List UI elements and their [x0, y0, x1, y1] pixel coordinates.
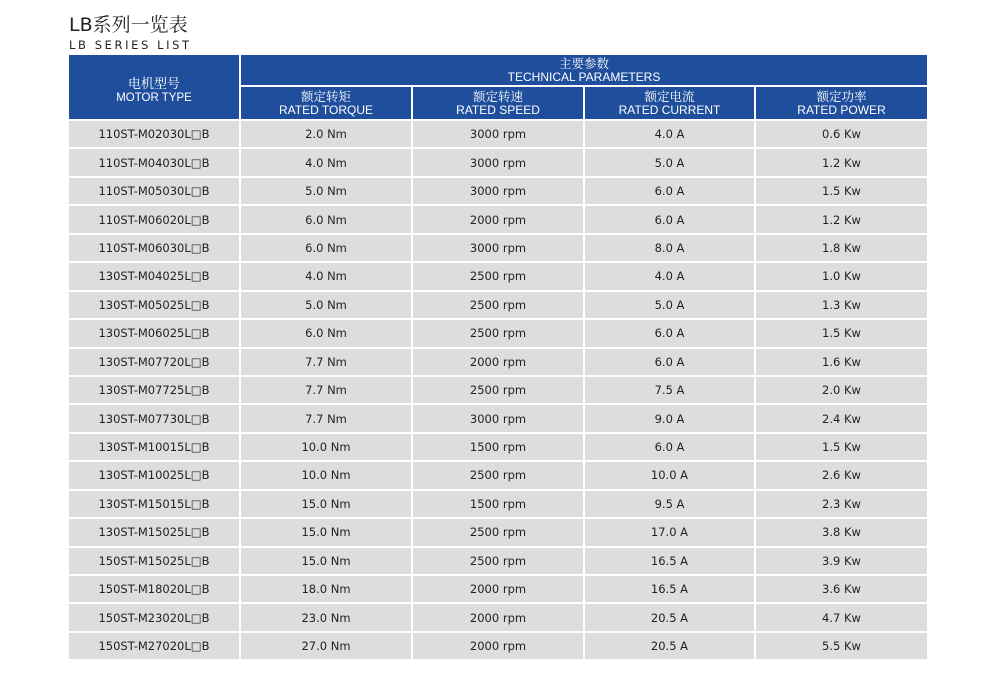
motor-type-cell: 110ST-M06030L□B [69, 234, 240, 262]
rated-torque-cell: 7.7 Nm [240, 404, 412, 432]
table-body [69, 120, 927, 660]
table-row [69, 575, 927, 603]
motor-type-cell: 150ST-M23020L□B [69, 603, 240, 631]
rated-speed-cell: 2000 rpm [412, 348, 584, 376]
motor-type-cell: 130ST-M10015L□B [69, 433, 240, 461]
rated-speed-cell: 2000 rpm [412, 632, 584, 660]
motor-type-header [69, 55, 240, 120]
motor-type-header-zh: 电机型号 [127, 77, 180, 92]
rated-torque-header-en: RATED TORQUE [278, 102, 373, 117]
table-row [69, 603, 927, 631]
motor-type-cell: 110ST-M06020L□B [69, 205, 240, 233]
table-row [69, 518, 927, 546]
rated-speed-cell: 2500 rpm [412, 461, 584, 489]
series-table [69, 55, 927, 661]
rated-current-cell: 10.0 A [584, 461, 755, 489]
rated-speed-cell: 2000 rpm [412, 205, 584, 233]
table-row [69, 205, 927, 233]
motor-type-cell: 150ST-M18020L□B [69, 575, 240, 603]
rated-power-cell: 0.6 Kw [755, 120, 927, 148]
rated-speed-cell: 2500 rpm [412, 376, 584, 404]
rated-torque-cell: 15.0 Nm [240, 518, 412, 546]
rated-torque-cell: 4.0 Nm [240, 148, 412, 176]
rated-power-cell: 4.7 Kw [755, 603, 927, 631]
rated-power-cell: 1.5 Kw [755, 319, 927, 347]
motor-type-cell: 130ST-M15015L□B [69, 490, 240, 518]
rated-torque-cell: 6.0 Nm [240, 319, 412, 347]
rated-current-cell: 8.0 A [584, 234, 755, 262]
rated-current-header [584, 86, 755, 120]
rated-torque-cell: 15.0 Nm [240, 490, 412, 518]
motor-type-cell: 130ST-M15025L□B [69, 518, 240, 546]
rated-power-cell: 2.3 Kw [755, 490, 927, 518]
motor-type-cell: 130ST-M07725L□B [69, 376, 240, 404]
rated-power-cell: 1.6 Kw [755, 348, 927, 376]
motor-type-cell: 130ST-M07730L□B [69, 404, 240, 432]
table-row [69, 262, 927, 290]
table-row [69, 632, 927, 660]
table-row [69, 547, 927, 575]
rated-torque-cell: 7.7 Nm [240, 348, 412, 376]
rated-speed-cell: 2000 rpm [412, 575, 584, 603]
rated-current-cell: 16.5 A [584, 575, 755, 603]
technical-parameters-header-en: TECHNICAL PARAMETERS [507, 69, 661, 84]
rated-power-cell: 1.2 Kw [755, 205, 927, 233]
motor-type-cell: 130ST-M07720L□B [69, 348, 240, 376]
rated-power-cell: 1.0 Kw [755, 262, 927, 290]
rated-power-cell: 1.2 Kw [755, 148, 927, 176]
motor-type-cell: 150ST-M27020L□B [69, 632, 240, 660]
rated-speed-cell: 3000 rpm [412, 148, 584, 176]
rated-torque-cell: 18.0 Nm [240, 575, 412, 603]
rated-speed-cell: 2500 rpm [412, 319, 584, 347]
rated-torque-header [240, 86, 412, 120]
rated-power-cell: 1.3 Kw [755, 291, 927, 319]
rated-current-cell: 9.5 A [584, 490, 755, 518]
rated-current-cell: 9.0 A [584, 404, 755, 432]
rated-power-cell: 2.6 Kw [755, 461, 927, 489]
rated-current-cell: 6.0 A [584, 348, 755, 376]
rated-power-cell: 1.5 Kw [755, 433, 927, 461]
rated-torque-cell: 10.0 Nm [240, 461, 412, 489]
rated-speed-cell: 2500 rpm [412, 262, 584, 290]
motor-type-header-en: MOTOR TYPE [116, 92, 192, 104]
rated-power-cell: 3.6 Kw [755, 575, 927, 603]
rated-power-cell: 5.5 Kw [755, 632, 927, 660]
rated-torque-cell: 4.0 Nm [240, 262, 412, 290]
rated-current-cell: 6.0 A [584, 177, 755, 205]
rated-torque-cell: 5.0 Nm [240, 177, 412, 205]
rated-speed-cell: 2500 rpm [412, 547, 584, 575]
rated-current-cell: 5.0 A [584, 291, 755, 319]
rated-current-cell: 4.0 A [584, 120, 755, 148]
rated-torque-header-zh: 额定转矩 [300, 88, 351, 104]
rated-current-cell: 6.0 A [584, 319, 755, 347]
rated-current-header-zh: 额定电流 [644, 88, 695, 104]
rated-speed-cell: 1500 rpm [412, 490, 584, 518]
rated-speed-cell: 1500 rpm [412, 433, 584, 461]
rated-power-cell: 1.5 Kw [755, 177, 927, 205]
rated-speed-cell: 3000 rpm [412, 120, 584, 148]
rated-current-cell: 20.5 A [584, 603, 755, 631]
motor-type-cell: 130ST-M04025L□B [69, 262, 240, 290]
table-row [69, 404, 927, 432]
rated-torque-cell: 5.0 Nm [240, 291, 412, 319]
motor-type-cell: 110ST-M05030L□B [69, 177, 240, 205]
rated-power-header-zh: 额定功率 [816, 88, 867, 104]
table-row [69, 348, 927, 376]
motor-type-cell: 110ST-M04030L□B [69, 148, 240, 176]
rated-speed-cell: 3000 rpm [412, 234, 584, 262]
table-row [69, 177, 927, 205]
rated-speed-header-zh: 额定转速 [472, 88, 523, 104]
rated-speed-cell: 2000 rpm [412, 603, 584, 631]
rated-current-cell: 7.5 A [584, 376, 755, 404]
rated-power-header-en: RATED POWER [797, 102, 886, 117]
table-row [69, 291, 927, 319]
rated-speed-header-en: RATED SPEED [456, 102, 540, 117]
rated-power-cell: 3.9 Kw [755, 547, 927, 575]
rated-torque-cell: 27.0 Nm [240, 632, 412, 660]
motor-type-cell: 150ST-M15025L□B [69, 547, 240, 575]
rated-torque-cell: 6.0 Nm [240, 205, 412, 233]
rated-power-cell: 3.8 Kw [755, 518, 927, 546]
technical-parameters-header [240, 55, 927, 86]
rated-power-cell: 2.0 Kw [755, 376, 927, 404]
technical-parameters-header-zh: 主要参数 [559, 55, 610, 71]
rated-current-cell: 5.0 A [584, 148, 755, 176]
table-header [69, 55, 927, 120]
rated-current-cell: 4.0 A [584, 262, 755, 290]
rated-power-header [755, 86, 927, 120]
rated-current-cell: 17.0 A [584, 518, 755, 546]
rated-torque-cell: 7.7 Nm [240, 376, 412, 404]
rated-current-cell: 16.5 A [584, 547, 755, 575]
rated-current-cell: 6.0 A [584, 433, 755, 461]
motor-type-cell: 130ST-M10025L□B [69, 461, 240, 489]
table-row [69, 376, 927, 404]
rated-speed-cell: 2500 rpm [412, 518, 584, 546]
table-row [69, 234, 927, 262]
rated-power-cell: 2.4 Kw [755, 404, 927, 432]
table-row [69, 433, 927, 461]
table-row [69, 490, 927, 518]
rated-power-cell: 1.8 Kw [755, 234, 927, 262]
rated-speed-cell: 3000 rpm [412, 404, 584, 432]
rated-current-header-en: RATED CURRENT [618, 102, 721, 117]
rated-torque-cell: 6.0 Nm [240, 234, 412, 262]
table-row [69, 148, 927, 176]
motor-type-cell: 130ST-M06025L□B [69, 319, 240, 347]
table-row [69, 461, 927, 489]
motor-type-cell: 130ST-M05025L□B [69, 291, 240, 319]
table-row [69, 319, 927, 347]
motor-type-cell: 110ST-M02030L□B [69, 120, 240, 148]
page-subtitle: LB SERIES LIST [69, 38, 192, 52]
rated-current-cell: 6.0 A [584, 205, 755, 233]
rated-torque-cell: 10.0 Nm [240, 433, 412, 461]
rated-torque-cell: 23.0 Nm [240, 603, 412, 631]
rated-current-cell: 20.5 A [584, 632, 755, 660]
rated-speed-cell: 2500 rpm [412, 291, 584, 319]
page-title: LB系列一览表 [69, 14, 188, 36]
table-row [69, 120, 927, 148]
rated-speed-cell: 3000 rpm [412, 177, 584, 205]
rated-speed-header [412, 86, 584, 120]
rated-torque-cell: 2.0 Nm [240, 120, 412, 148]
rated-torque-cell: 15.0 Nm [240, 547, 412, 575]
